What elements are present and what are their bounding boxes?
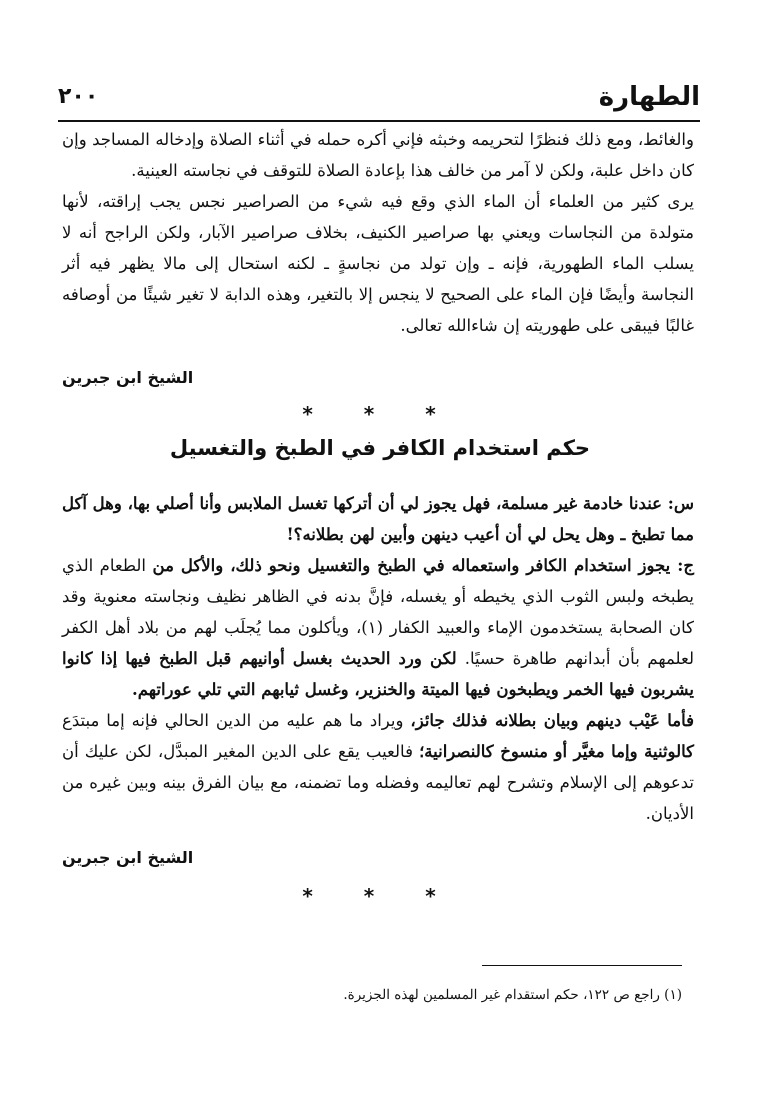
footnote: (١) راجع ص ١٢٢، حكم استقدام غير المسلمين لهذه الجزيرة. — [343, 987, 682, 1003]
answer2-bold: فأما عَيْب دينهم وبيان بطلانه فذلك جائز، — [410, 711, 694, 730]
signature-2: الشيخ ابن جبرين — [62, 848, 194, 867]
answer2-rest: فالعيب يقع على الدين المغير المبدَّل، لكن عليك أن تدعوهم إلى الإسلام وتشرح لهم تعاليمه وفضله وما تضمنه، مع بيان الفرق بينه وبين غيره من الأديان. — [62, 742, 694, 823]
answer — [62, 550, 694, 705]
paragraph-cockroaches: يرى كثير من العلماء أن الماء الذي وقع فيه شيء من الصراصير نجس يجب إراقته، لأنها متولدة من النجاسات ويعني بها صراصير الكنيف، بخلاف صراصير الآبار، ولكن الراجح أنه لا يسلب الماء الطهورية، فإنه ـ وإن تولد من نجاسةٍ ـ لكنه استحال إلى مالا يظهر فيه أثر النجاسة وأيضًا فإن الماء على الصحيح لا ينجس إلا بالتغير، وهذه الدابة لا تغير شيئًا من أوصافه غالبًا فيبقى على طهوريته إن شاءالله تعالى. — [62, 192, 694, 335]
page-header — [58, 80, 700, 122]
fatwa-text — [62, 488, 694, 829]
answer2-bold2: كالوثنية وإما مغيَّر أو منسوخ كالنصرانية؛ — [419, 742, 694, 761]
signature-1: الشيخ ابن جبرين — [62, 368, 194, 387]
answer-hadith: لكن ورد الحديث بغسل أوانيهم قبل الطبخ فيها إذا كانوا يشربون فيها الخمر ويطبخون فيها الميتة والخنزير، وغسل ثيابهم التي تلي عوراتهم. — [62, 649, 694, 699]
answer2-plain: ويراد ما هم عليه من الدين الحالي فإنه إما مبتدَع — [62, 711, 411, 730]
question: س: عندنا خادمة غير مسلمة، فهل يجوز لي أن أتركها تغسل الملابس وأنا أصلي بها، وهل آكل مما تطبخ ـ وهل يحل لي أن أعيب دينهن وأبين لهن بطلانه؟! — [62, 494, 694, 544]
separator-1: * * * — [302, 402, 458, 426]
chapter-title: الطهارة — [598, 82, 700, 112]
footnote-rule — [482, 965, 682, 966]
fatwa-heading: حكم استخدام الكافر في الطبخ والتغسيل — [169, 436, 591, 460]
answer-lead: ج: يجوز استخدام الكافر واستعماله في الطبخ والتغسيل ونحو ذلك، والأكل من — [152, 556, 694, 575]
paragraph-continued: والغائط، ومع ذلك فنظرًا لتحريمه وخبثه فإني أكره حمله في أثناء الصلاة وإدخاله المساجد وإن كان داخل علبة، ولكن لا آمر من خالف هذا بإعادة الصلاة للتوقف في نجاسته العينية. — [62, 130, 694, 180]
page-number: ٢٠٠ — [58, 84, 99, 109]
answer-body: الطعام الذي يطبخه ولبس الثوب الذي يخيطه أو يغسله، فإنَّ بدنه في الظاهر نظيف ونجاسته معنوية وقد كان الصحابة يستخدمون الإماء والعبيد الكفار (١)، ويأكلون مما يُجلَب لهم من بلاد أهل الكفر لعلمهم بأن أبدانهم طاهرة حسيًا. — [62, 556, 694, 668]
section-1-text — [62, 124, 694, 341]
answer-part-2 — [62, 705, 694, 829]
separator-2: * * * — [302, 884, 458, 908]
